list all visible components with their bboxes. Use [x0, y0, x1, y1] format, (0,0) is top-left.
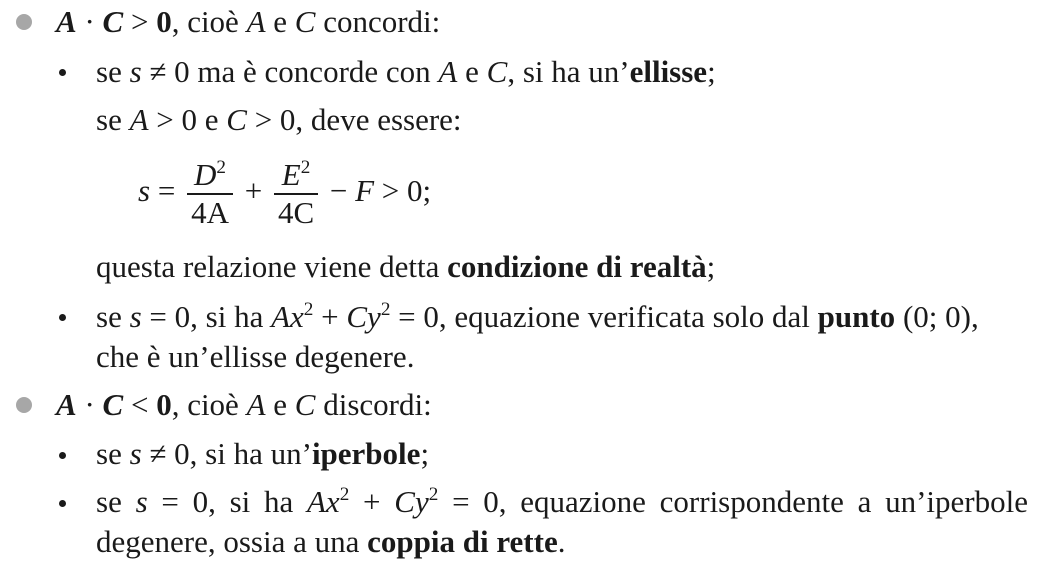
sub-item-lines: se s = 0, si ha $Ax^2 + Cy^2 = 0$, equazione corrispondente a un’iperbole [96, 484, 1029, 519]
bullet-sub [59, 69, 66, 76]
sub-item-point: se s = 0, si ha $Ax^2 + Cy^2 = 0$, equazione verificata solo dal punto (0; 0), [96, 299, 979, 334]
sub-item-ellipse: se s ≠ 0 ma è concorde con A e C, si ha un’ellisse; [96, 54, 716, 89]
fraction-d2-4a: $\frac{D^2}{4A}$ [187, 157, 233, 231]
reality-condition-text: questa relazione viene detta condizione di realtà; [96, 249, 716, 284]
case-heading: A · C < 0, cioè A e C discordi: [56, 387, 432, 422]
bullet-sub [59, 314, 66, 321]
case-heading: A · C > 0, cioè A e C concordi: [56, 4, 441, 39]
bullet-sub [59, 452, 66, 459]
sub-item-lines-cont: degenere, ossia a una coppia di rette. [96, 524, 566, 559]
bullet-sub [59, 500, 66, 507]
bullet-main [16, 397, 32, 413]
sub-item-hyperbola: se s ≠ 0, si ha un’iperbole; [96, 436, 430, 471]
fraction-e2-4c: $\frac{E^2}{4C}$ [274, 157, 318, 231]
condition-intro: se A > 0 e C > 0, deve essere: [96, 102, 462, 137]
sub-item-point-cont: che è un’ellisse degenere. [96, 339, 415, 374]
bullet-main [16, 14, 32, 30]
formula: s = $\frac{D^2}{4A}$ + $\frac{E^2}{4C}$ − F > 0; [138, 157, 432, 230]
